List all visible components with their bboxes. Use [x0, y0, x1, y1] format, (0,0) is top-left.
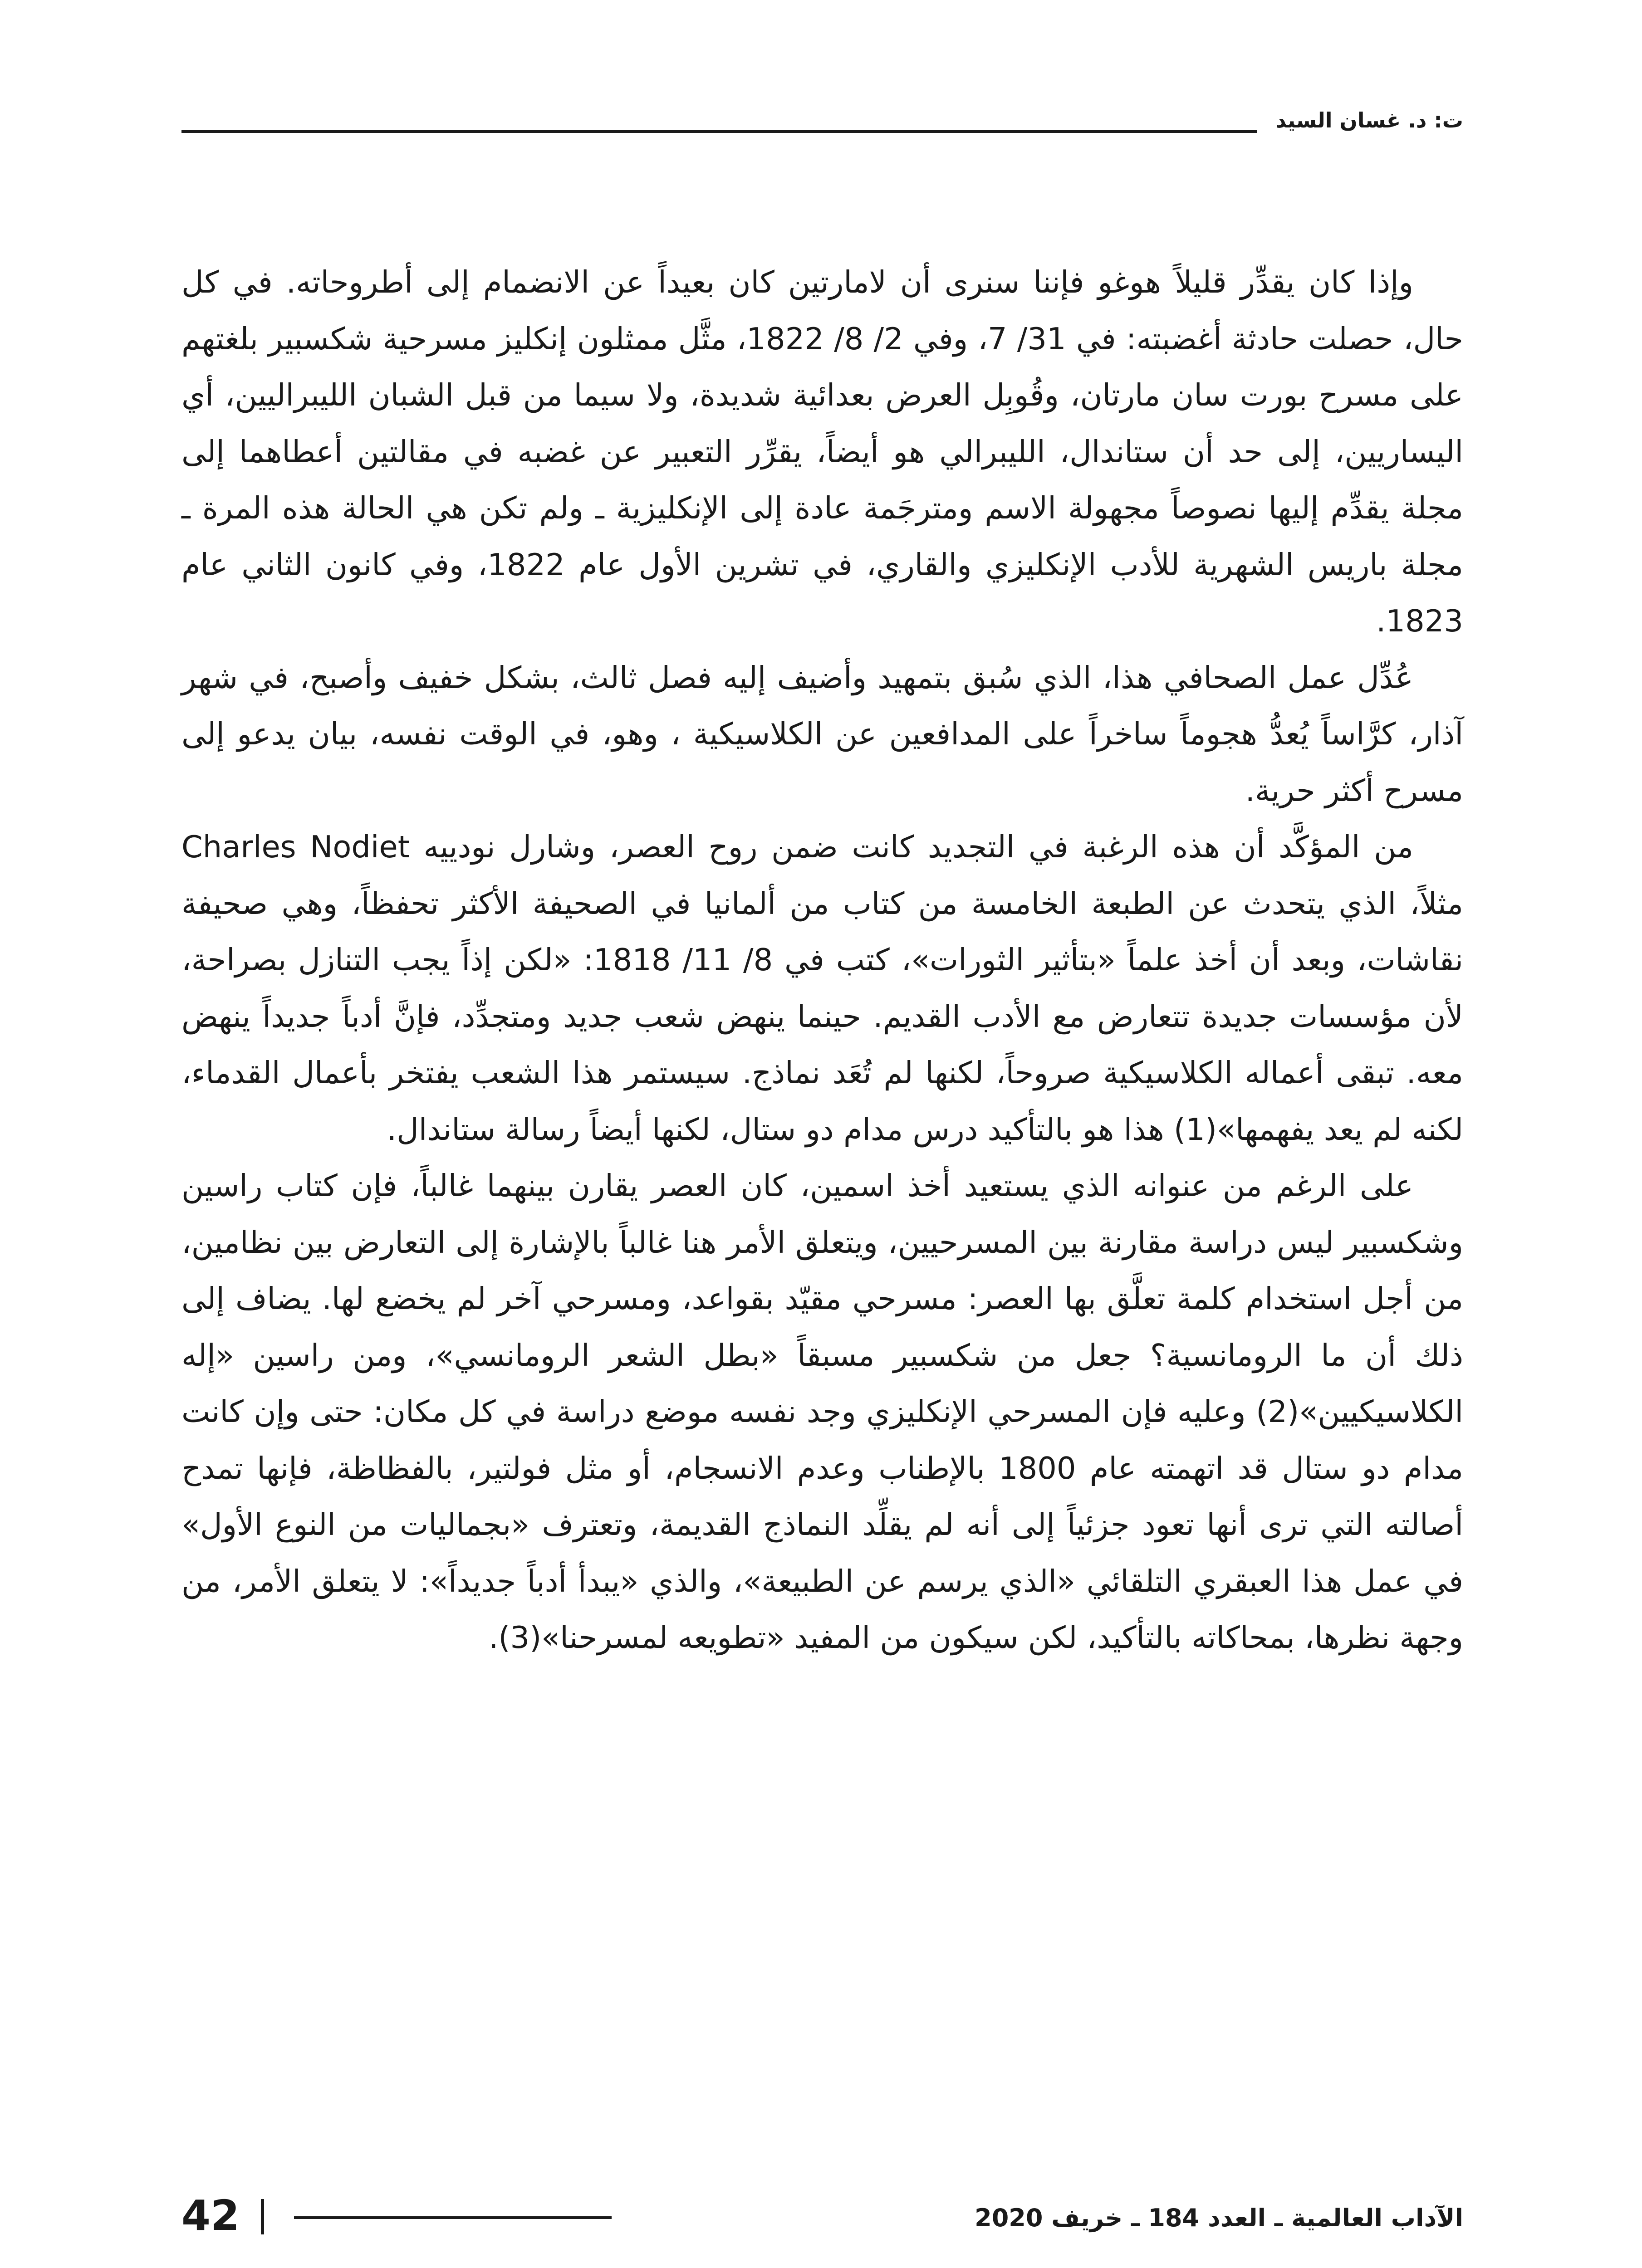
header-author: ت: د. غسان السيد [1275, 108, 1463, 132]
paragraph: وإذا كان يقدِّر قليلاً هوغو فإننا سنرى أن لامارتين كان بعيداً عن الانضمام إلى أطروحاته. في كل حال، حصلت حادثة أغضبته: في 31/ 7، وفي 2/ 8/ 1822، مثَّل ممثلون إنكليز مسرحية شكسبير بلغتهم على مسرح بورت سان مارتان، وقُوبِل العرض بعدائية شديدة، ولا سيما من قبل الشبان الليبراليين، أي اليساريين، إلى حد أن ستاندال، الليبرالي هو أيضاً، يقرِّر التعبير عن غضبه في مقالتين أعطاهما إلى مجلة يقدِّم إليها نصوصاً مجهولة الاسم ومترجَمة عادة إلى الإنكليزية ـ ولم تكن هي الحالة هذه المرة ـ مجلة باريس الشهرية للأدب الإنكليزي والقاري، في تشرين الأول عام 1822، وفي كانون الثاني عام 1823. [181, 264, 1464, 639]
page-footer [181, 2191, 1463, 2245]
journal-issue: الآداب العالمية ـ العدد 184 ـ خريف 2020 [975, 2204, 1463, 2232]
running-header [181, 93, 1463, 147]
paragraph: من المؤكَّد أن هذه الرغبة في التجديد كانت ضمن روح العصر، وشارل نودييه Charles Nodiet مثلاً، الذي يتحدث عن الطبعة الخامسة من كتاب من ألمانيا في الصحيفة الأكثر تحفظاً، وهي صحيفة نقاشات، وبعد أن أخذ علماً «بتأثير الثورات»، كتب في 8/ 11/ 1818: «لكن إذاً يجب التنازل بصراحة، لأن مؤسسات جديدة تتعارض مع الأدب القديم. حينما ينهض شعب جديد ومتجدِّد، فإنَّ أدباً جديداً ينهض معه. تبقى أعماله الكلاسيكية صروحاً، لكنها لم تُعَد نماذج. سيستمر هذا الشعب يفتخر بأعمال القدماء، لكنه لم يعد يفهمها»(1) هذا هو بالتأكيد درس مدام دو ستال، لكنها أيضاً رسالة ستاندال. [181, 829, 1463, 1147]
article-body [181, 254, 1463, 1666]
footer-separator-bar [261, 2199, 264, 2234]
header-rule [181, 130, 1257, 133]
paragraph: عُدِّل عمل الصحافي هذا، الذي سُبق بتمهيد وأضيف إليه فصل ثالث، بشكل خفيف وأصبح، في شهر آذار، كرَّاساً يُعدُّ هجوماً ساخراً على المدافعين عن الكلاسيكية ، وهو، في الوقت نفسه، بيان يدعو إلى مسرح أكثر حرية. [181, 660, 1463, 808]
footer-rule [294, 2216, 612, 2219]
paragraph: على الرغم من عنوانه الذي يستعيد أخذ اسمين، كان العصر يقارن بينهما غالباً، فإن كتاب راسين وشكسبير ليس دراسة مقارنة بين المسرحيين، ويتعلق الأمر هنا غالباً بالإشارة إلى التعارض بين نظامين، من أجل استخدام كلمة تعلَّق بها العصر: مسرحي مقيّد بقواعد، ومسرحي آخر لم يخضع لها. يضاف إلى ذلك أن ما الرومانسية؟ جعل من شكسبير مسبقاً «بطل الشعر الرومانسي»، ومن راسين «إله الكلاسيكيين»(2) وعليه فإن المسرحي الإنكليزي وجد نفسه موضع دراسة في كل مكان: حتى وإن كانت مدام دو ستال قد اتهمته عام 1800 بالإطناب وعدم الانسجام، أو مثل فولتير، بالفظاظة، فإنها تمدح أصالته التي ترى أنها تعود جزئياً إلى أنه لم يقلِّد النماذج القديمة، وتعترف «بجماليات من النوع الأول» في عمل هذا العبقري التلقائي «الذي يرسم عن الطبيعة»، والذي «يبدأ أدباً جديداً»: لا يتعلق الأمر، من وجهة نظرها، بمحاكاته بالتأكيد، لكن سيكون من المفيد «تطويعه لمسرحنا»(3). [181, 1168, 1463, 1655]
page-number: 42 [181, 2191, 240, 2240]
